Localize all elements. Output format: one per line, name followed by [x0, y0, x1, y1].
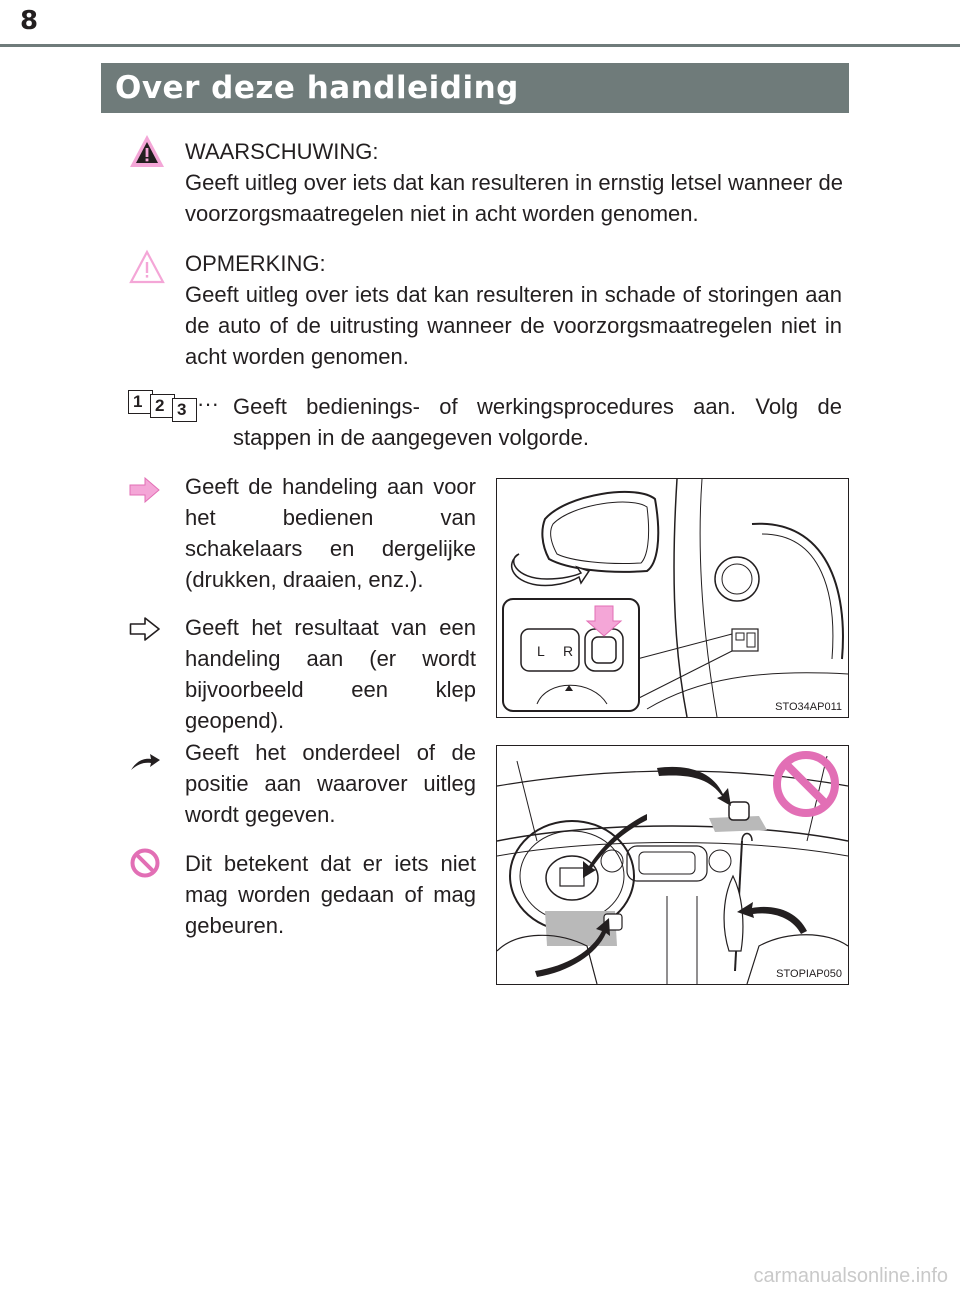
steps-text: Geeft bedienings- of werkingsprocedures aan. Volg de stappen in de aangegeven volgorde. [233, 394, 842, 450]
notice-title: OPMERKING: [185, 251, 326, 276]
figure-code-mirror: STO34AP011 [775, 701, 842, 713]
step-number-2: 2 [150, 394, 175, 418]
figure-code-cabin: STOPIAP050 [776, 968, 842, 980]
operation-text: Geeft de handeling aan voor het bedienen van schakelaars en dergelijke (drukken, draaien, enz.). [185, 474, 476, 592]
prohibition-icon [129, 847, 161, 879]
section-banner [101, 63, 849, 113]
warning-title: WAARSCHUWING: [185, 139, 379, 164]
outline-arrow-icon [129, 616, 161, 642]
filled-arrow-icon [129, 477, 161, 503]
section-title: Over deze handleiding [115, 70, 519, 106]
step-numbers-icon [128, 388, 200, 422]
warning-text: Geeft uitleg over iets dat kan resulteren in ernstig letsel wanneer de voorzorgsmaatregelen niet in acht worden genomen. [185, 170, 843, 226]
step-dots: ··· [197, 391, 219, 416]
result-text: Geeft het resultaat van een handeling aan (er wordt bijvoorbeeld een klep geopend). [185, 615, 476, 733]
step-number-3: 3 [172, 398, 197, 422]
mirror-switch-illustration [496, 478, 849, 718]
component-text: Geeft het onderdeel of de positie aan waarover uitleg wordt gegeven. [185, 740, 476, 827]
cabin-illustration [496, 745, 849, 985]
header-rule [0, 44, 960, 47]
pointer-arrow-icon [129, 750, 161, 772]
notice-text: Geeft uitleg over iets dat kan resulteren in schade of storingen aan de auto of de uitrusting wanneer de voorzorgsmaatregelen niet in acht worden genomen. [185, 282, 842, 369]
notice-triangle-outline-icon [128, 249, 166, 285]
step-number-1: 1 [128, 390, 153, 414]
switch-label-r: R [563, 643, 574, 659]
watermark: carmanualsonline.info [753, 1265, 948, 1287]
prohibited-text: Dit betekent dat er iets niet mag worden gedaan of mag gebeuren. [185, 851, 476, 938]
page-number: 8 [19, 6, 39, 36]
warning-triangle-filled-icon [128, 133, 166, 169]
switch-label-l: L [537, 643, 545, 659]
